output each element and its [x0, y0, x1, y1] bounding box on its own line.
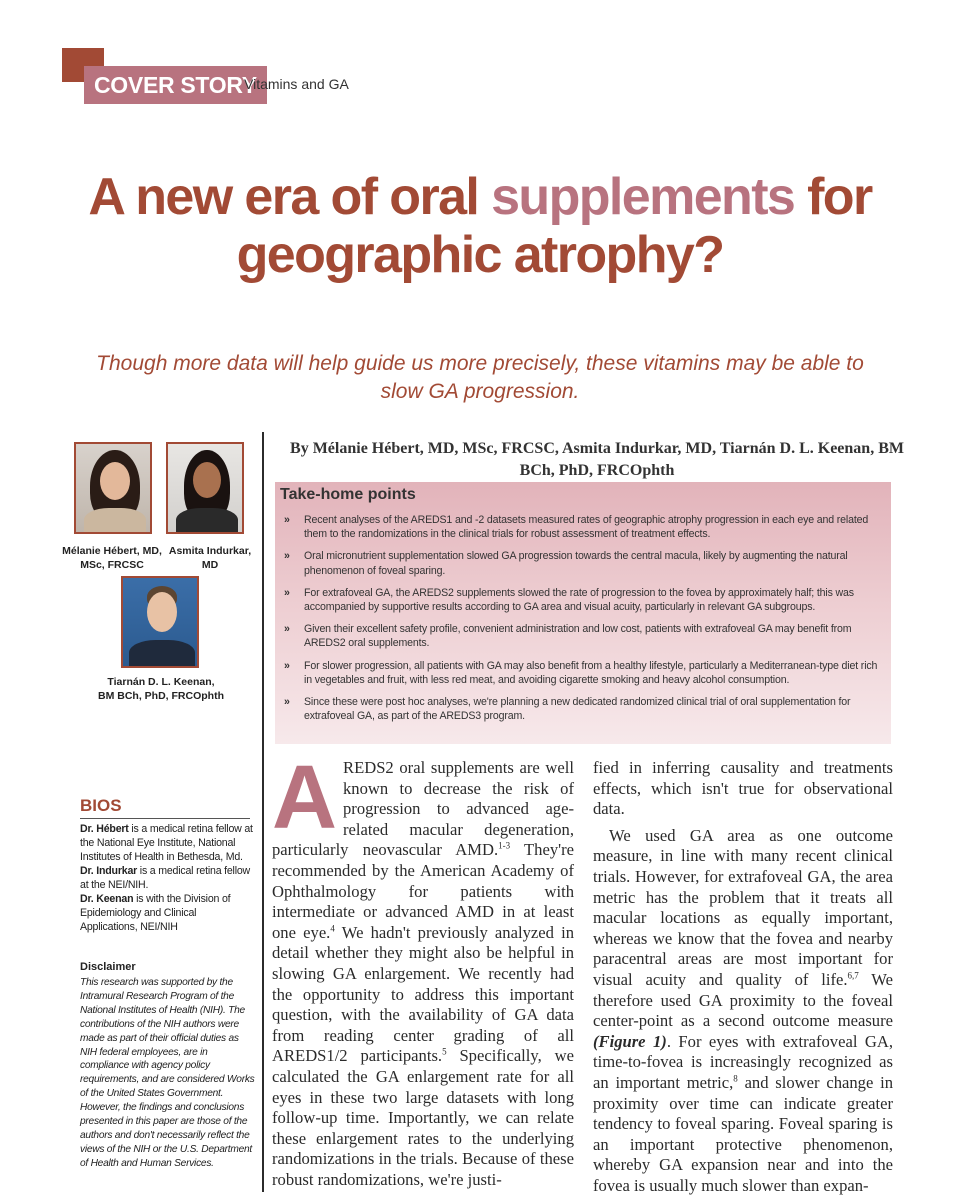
body-text: They're recommended by the American Academy of Ophthalmology for patients with intermediate or advanced AMD in at least one eye.	[272, 840, 574, 942]
reference-marker: 6,7	[847, 970, 859, 981]
headline-part1: A new era of oral	[88, 168, 492, 226]
take-home-title: Take-home points	[280, 486, 416, 503]
reference-marker: 8	[733, 1073, 738, 1084]
section-subtitle: Vitamins and GA	[244, 76, 349, 92]
bio-entry	[80, 822, 255, 864]
bullet-glyph: »	[284, 586, 290, 599]
body-paragraph	[272, 748, 575, 1190]
headline-accent: supplements	[491, 168, 795, 226]
bio-name: Dr. Hébert	[80, 823, 129, 835]
author-caption-indurkar	[160, 544, 260, 572]
caption-line: Tiarnán D. L. Keenan,	[107, 676, 215, 688]
take-home-list	[284, 513, 882, 731]
caption-line: Mélanie Hébert, MD,	[62, 545, 162, 557]
section-tag: COVER STORY	[84, 66, 267, 104]
author-photo-hebert	[74, 442, 152, 534]
take-home-point	[284, 659, 882, 687]
body-column-2	[593, 758, 893, 1200]
body-column-1	[272, 748, 575, 1196]
bios-rule	[80, 818, 250, 819]
caption-line: Asmita Indurkar, MD	[168, 545, 252, 571]
author-photo-indurkar	[166, 442, 244, 534]
take-home-point	[284, 513, 882, 541]
bio-text: is with the Division of Epidemiology and Clinical Applications, NEI/NIH	[80, 893, 231, 933]
bio-name: Dr. Keenan	[80, 893, 134, 905]
drop-cap: A	[272, 748, 337, 848]
body-text: Specifically, we calculated the GA enlargement rate for all eyes in these two large datasets with long follow-up time. Importantly, we can relate these enlargement rates to the underlying randomizations in the trials. Because of these robust randomizations, we're justi-	[272, 1046, 575, 1189]
take-home-point	[284, 695, 882, 723]
body-text: and slower change in proximity over time can indicate greater tendency to foveal sparing. Foveal sparing is an important protective phenomenon, whereby GA expansion near and into the fovea is usually much slower than expan-	[593, 1072, 893, 1195]
body-paragraph: fied in inferring causality and treatments effects, which isn't true for observational data.	[593, 758, 893, 819]
body-paragraph	[593, 826, 893, 1197]
author-caption-hebert	[58, 544, 166, 572]
headline	[40, 168, 920, 284]
bios-title: BIOS	[80, 796, 122, 815]
deck: Though more data will help guide us more precisely, these vitamins may be able to slow GA progression.	[96, 352, 864, 403]
take-home-point	[284, 622, 882, 650]
body-text: We used GA area as one outcome measure, in line with many recent clinical trials. However, for extrafoveal GA, the area metric has the problem that it treats all macular locations as equally important, whereas we know that the fovea and nearby paracentral areas are most important for visual acuity and quality of life.	[593, 825, 893, 989]
bios-text	[80, 822, 255, 934]
bio-entry	[80, 864, 255, 892]
point-text: Recent analyses of the AREDS1 and -2 datasets measured rates of geographic atrophy progression in each eye and related them to the randomizations in the clinical trials for robust assessment of treatment effects.	[304, 514, 869, 541]
point-text: For slower progression, all patients with GA may also benefit from a healthy lifestyle, particularly a Mediterranean-type diet rich in vegetables and fruit, with less red meat, and avoiding cigarette smoking and heavy alcohol consumption.	[304, 659, 878, 686]
point-text: Given their excellent safety profile, convenient administration and low cost, patients with extrafoveal GA may benefit from AREDS2 oral supplements.	[304, 623, 852, 650]
reference-marker: 1-3	[498, 840, 511, 851]
body-text: REDS2 oral supplements are well known to decrease the risk of progression to advanced age-related macular degeneration, particularly neovascular AMD.	[272, 758, 574, 860]
bio-entry	[80, 892, 255, 934]
bullet-glyph: »	[284, 550, 290, 563]
bullet-glyph: »	[284, 514, 290, 526]
caption-line: BM BCh, PhD, FRCOphth	[98, 690, 224, 702]
disclaimer-text: This research was supported by the Intramural Research Program of the National Institutes of Health (NIH). The contributions of the NIH authors were made as part of their official duties as NIH federal employees, are in compliance with agency policy requirements, and are considered Works of the United States Government. However, the findings and conclusions presented in this paper are those of the authors and don't necessarily reflect the views of the NIH or the U.S. Department of Health and Human Services.	[80, 977, 255, 1169]
point-text: Oral micronutrient supplementation slowed GA progression towards the central macula, likely by augmenting the natural phenomenon of foveal sparing.	[304, 550, 848, 577]
byline: By Mélanie Hébert, MD, MSc, FRCSC, Asmita Indurkar, MD, Tiarnán D. L. Keenan, BM BCh, PhD, FRCOphth	[290, 440, 904, 479]
column-divider	[262, 432, 264, 1192]
point-text: Since these were post hoc analyses, we're planning a new dedicated randomized clinical trial of oral supplementation for extrafoveal GA, as part of the AREDS3 program.	[304, 696, 851, 723]
point-text: For extrafoveal GA, the AREDS2 supplements slowed the rate of progression to the fovea by approximately half; this was accompanied by supportive results according to GA area and visual acuity, particularly in relevant GA subgroups.	[304, 586, 854, 614]
take-home-point	[284, 586, 882, 614]
caption-line: MSc, FRCSC	[80, 559, 144, 571]
reference-marker: 4	[330, 923, 335, 934]
author-caption-keenan	[96, 675, 226, 703]
figure-reference: (Figure 1)	[593, 1031, 667, 1051]
bullet-glyph: »	[284, 659, 290, 672]
bio-name: Dr. Indurkar	[80, 865, 138, 877]
body-text: We hadn't previously analyzed in detail whether they might also be helpful in slowing GA enlargement. We recently had the opportunity to address this important question, with the availability of GA data from reading center grading of all AREDS1/2 participants.	[272, 922, 574, 1066]
bio-text: is a medical retina fellow at the National Eye Institute, National Institutes of Health in Bethesda, Md.	[80, 823, 253, 863]
bullet-glyph: »	[284, 696, 290, 709]
reference-marker: 5	[442, 1046, 447, 1057]
disclaimer-title: Disclaimer	[80, 961, 136, 973]
author-photo-keenan	[121, 576, 199, 668]
headline-part2: for geographic atrophy?	[236, 168, 872, 284]
take-home-point	[284, 549, 882, 577]
body-text: . For eyes with extrafoveal GA, time-to-fovea is increasingly recognized as an important metric,	[593, 1031, 893, 1092]
body-text: We therefore used GA proximity to the foveal center-point as a second outcome measure	[593, 969, 894, 1031]
bullet-glyph: »	[284, 623, 290, 636]
bio-text: is a medical retina fellow at the NEI/NIH.	[80, 865, 251, 891]
